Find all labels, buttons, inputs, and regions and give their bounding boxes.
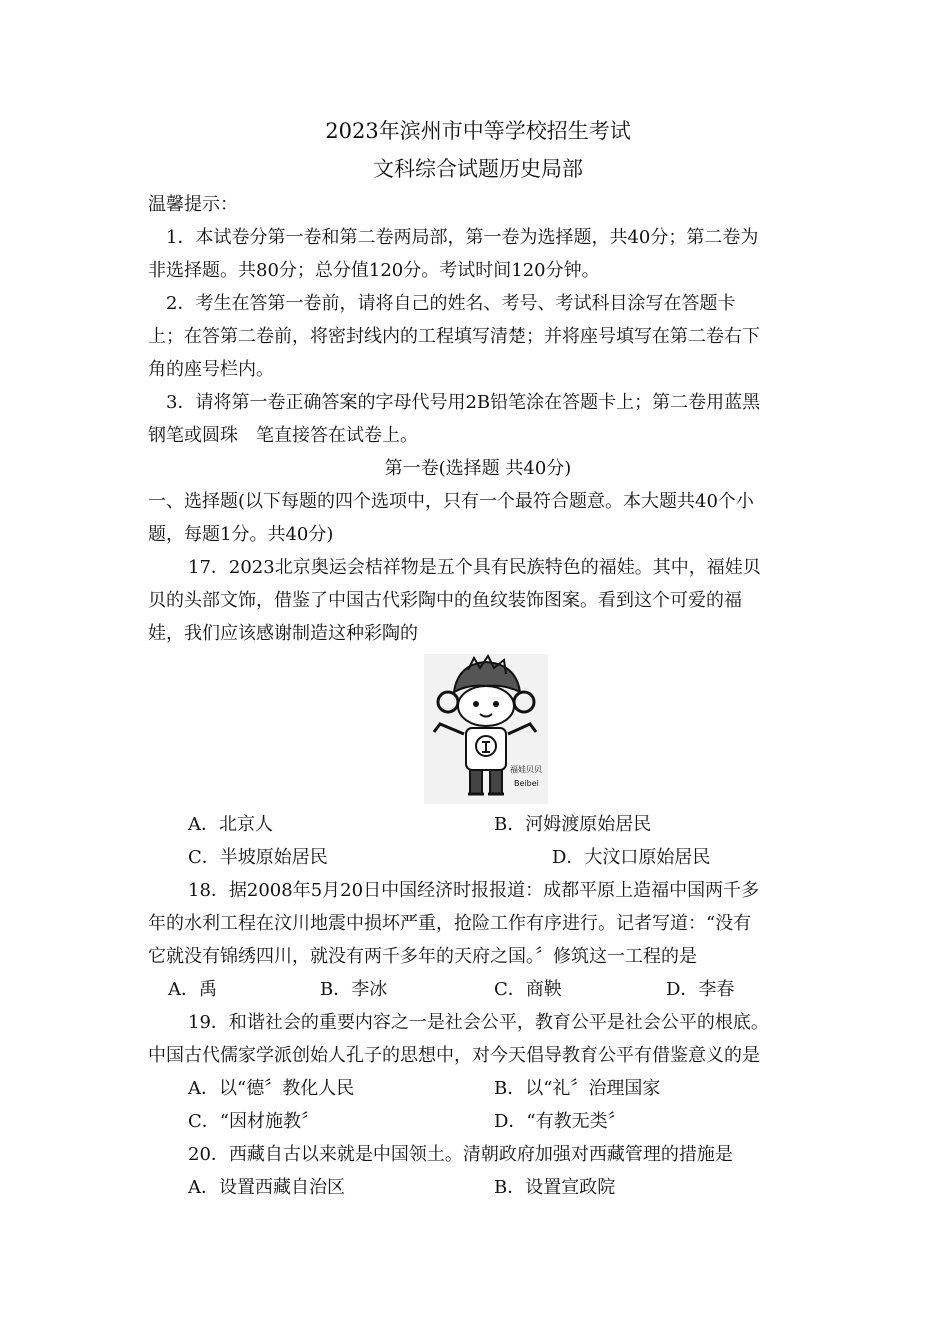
q18-option-c: C．商鞅 xyxy=(494,979,562,1000)
q18-option-d: D．李春 xyxy=(666,979,735,1000)
notice-item-1-line-1: 1．本试卷分第一卷和第二卷两局部，第一卷为选择题，共40分；第二卷为 xyxy=(166,227,759,248)
q20-line-1: 20．西藏自古以来就是中国领土。清朝政府加强对西藏管理的措施是 xyxy=(188,1144,733,1165)
q19-options-row-1 xyxy=(148,1072,808,1105)
q17-line-3: 娃，我们应该感谢制造这种彩陶的 xyxy=(148,623,418,644)
notice-item-2-line-1: 2．考生在答第一卷前，请将自己的姓名、考号、考试科目涂写在答题卡 xyxy=(166,293,736,314)
section-heading: 第一卷(选择题 共40分) xyxy=(384,458,572,479)
q18-line-1: 18．据2008年5月20日中国经济时报报道：成都平原上造福中国两千多 xyxy=(188,880,760,901)
q17-options-row-1 xyxy=(148,808,808,841)
fuwa-caption-sub: Beibei xyxy=(514,779,539,788)
q17-option-b: B．河姆渡原始居民 xyxy=(494,814,652,835)
q20-option-b: B．设置宣政院 xyxy=(494,1177,616,1198)
q19-option-d: D．“有教无类〞 xyxy=(494,1111,626,1132)
q18-options-row xyxy=(148,973,808,1006)
q17-option-a: A．北京人 xyxy=(188,814,273,835)
notice-item-2-line-2: 上；在答第二卷前，将密封线内的工程填写清楚；并将座号填写在第二卷右下 xyxy=(148,326,760,347)
q17-options-row-2 xyxy=(148,841,808,874)
notice-item-1-line-2: 非选择题。共80分；总分值120分。考试时间120分钟。 xyxy=(148,260,600,281)
notice-item-2-line-3: 角的座号栏内。 xyxy=(148,359,274,380)
q17-line-2: 贝的头部文饰，借鉴了中国古代彩陶中的鱼纹装饰图案。看到这个可爱的福 xyxy=(148,590,742,611)
q20-options-row-1 xyxy=(148,1171,808,1204)
fuwa-beibei-image xyxy=(424,654,548,804)
section-intro-line-1: 一、选择题(以下每题的四个选项中，只有一个最符合题意。本大题共40个小 xyxy=(148,491,754,512)
q19-option-c: C．“因材施教〞 xyxy=(188,1111,319,1132)
exam-page xyxy=(148,112,808,1204)
section-intro-line-2: 题，每题1分。共40分) xyxy=(148,524,334,545)
fuwa-caption: 福娃贝贝 xyxy=(510,765,542,774)
q18-line-3: 它就没有锦绣四川，就没有两千多年的天府之国。〞修筑这一工程的是 xyxy=(148,946,697,967)
exam-subtitle: 文科综合试题历史局部 xyxy=(373,157,583,181)
q17-option-c: C．半坡原始居民 xyxy=(188,847,328,868)
q18-option-b: B．李冰 xyxy=(320,979,388,1000)
notice-item-3-line-1: 3．请将第一卷正确答案的字母代号用2B铅笔涂在答题卡上；第二卷用蓝黑 xyxy=(166,392,761,413)
fuwa-beibei-drawing xyxy=(424,654,548,804)
q19-option-b: B．以“礼〞治理国家 xyxy=(494,1078,661,1099)
q17-line-1: 17．2023北京奥运会桔祥物是五个具有民族特色的福娃。其中，福娃贝 xyxy=(188,557,761,578)
exam-title: 2023年滨州市中等学校招生考试 xyxy=(325,119,631,143)
q18-option-a: A．禹 xyxy=(168,979,217,1000)
q18-line-2: 年的水利工程在汶川地震中损坏严重，抢险工作有序进行。记者写道：“没有 xyxy=(148,913,752,934)
q19-line-1: 19．和谐社会的重要内容之一是社会公平，教育公平是社会公平的根底。 xyxy=(188,1012,769,1033)
q17-option-d: D．大汶口原始居民 xyxy=(552,847,711,868)
notice-heading: 温馨提示： xyxy=(148,194,238,215)
q19-options-row-2 xyxy=(148,1105,808,1138)
q19-option-a: A．以“德〞教化人民 xyxy=(188,1078,355,1099)
q19-line-2: 中国古代儒家学派创始人孔子的思想中，对今天倡导教育公平有借鉴意义的是 xyxy=(148,1045,760,1066)
q20-option-a: A．设置西藏自治区 xyxy=(188,1177,345,1198)
notice-item-3-line-2: 钢笔或圆珠 笔直接答在试卷上。 xyxy=(148,425,418,446)
